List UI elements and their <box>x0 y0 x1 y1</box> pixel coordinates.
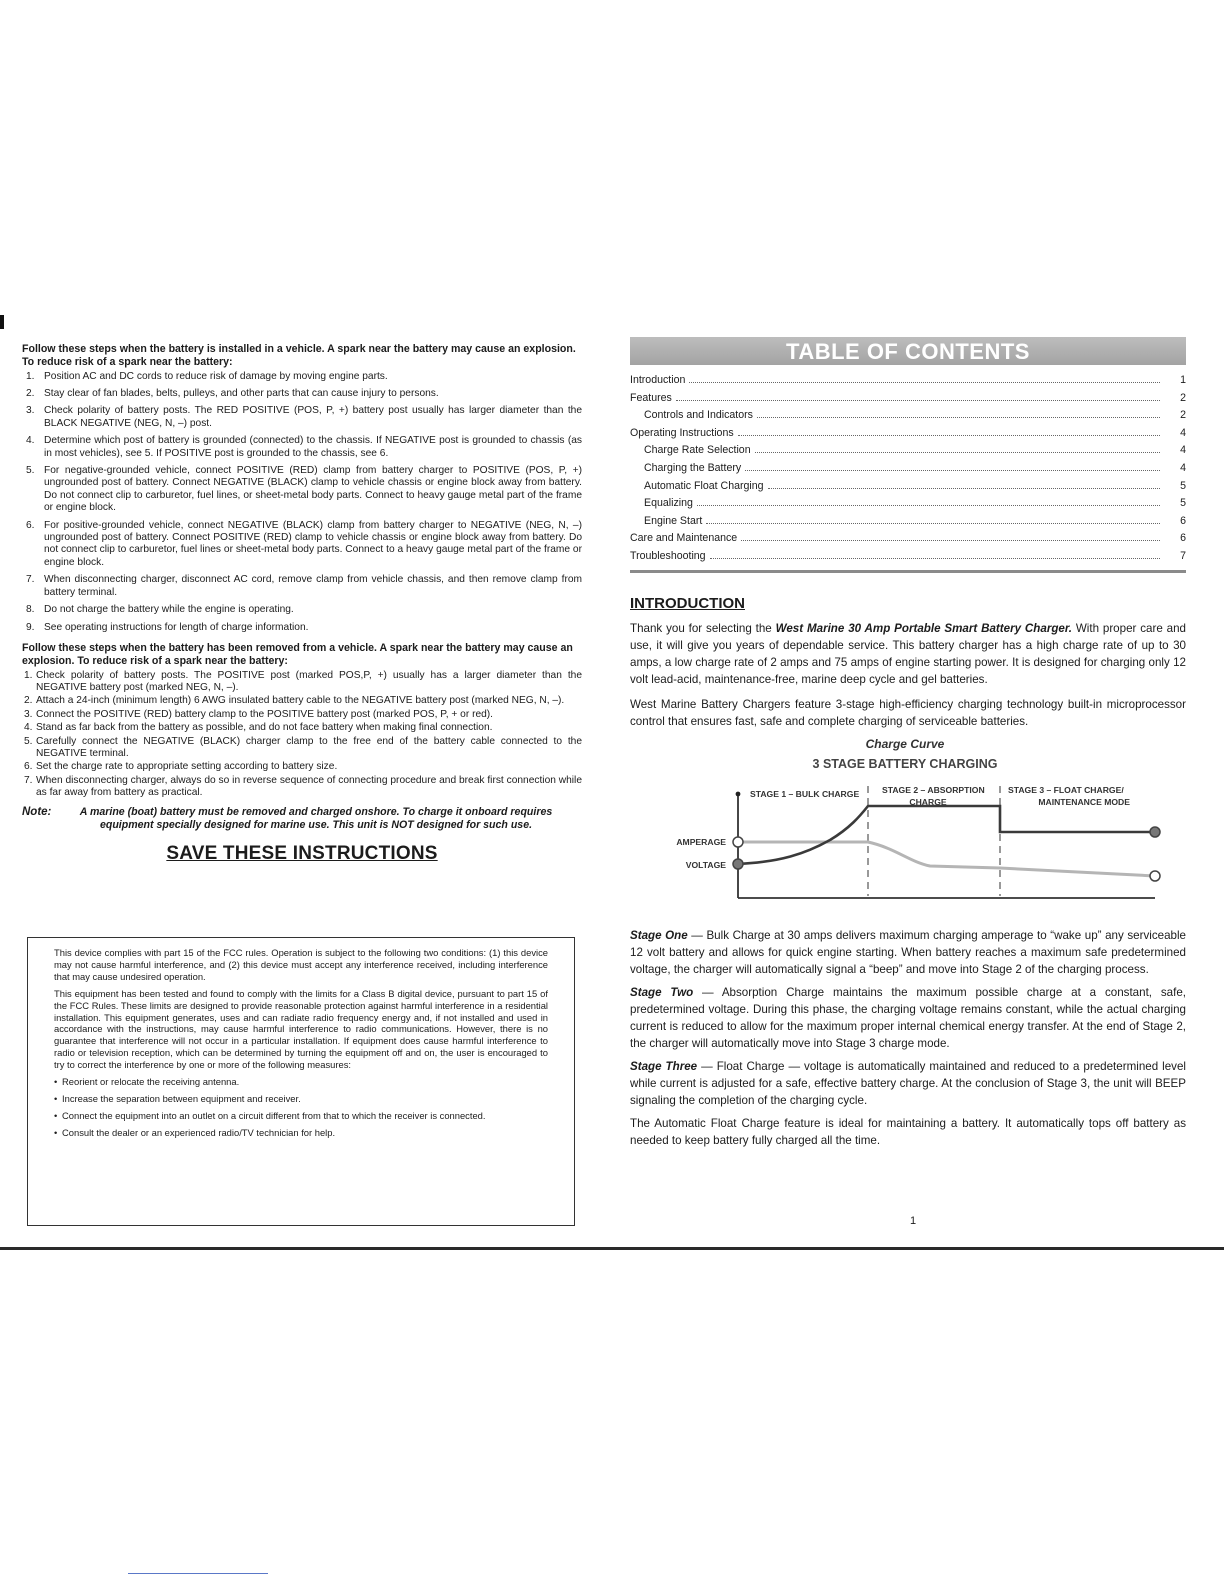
toc-leader-dots <box>745 470 1160 471</box>
auto-float-paragraph: The Automatic Float Charge feature is ideal for maintaining a battery. It automatically tops off battery as needed to keep battery fully charged all the time. <box>630 1116 1186 1147</box>
voltage-label: VOLTAGE <box>685 859 726 870</box>
toc-entry-label: Troubleshooting <box>630 549 706 562</box>
step-item <box>22 736 582 761</box>
step-item <box>22 670 582 695</box>
toc-entry[interactable] <box>630 392 1186 410</box>
step-text: When disconnecting charger, disconnect AC cord, remove clamp from vehicle chassis, and then remove clamp from battery terminal. <box>44 574 582 598</box>
amperage-end-point <box>1150 871 1160 881</box>
toc-leader-dots <box>741 540 1160 541</box>
toc-entry[interactable] <box>630 497 1186 515</box>
step-text: Carefully connect the NEGATIVE (BLACK) charger clamp to the free end of the battery cable connected to the NEGATIVE terminal. <box>36 735 582 759</box>
toc-leader-dots <box>757 417 1160 418</box>
intro-paragraph-2: West Marine Battery Chargers feature 3-stage high-efficiency charging technology built-in microprocessor control that ensures fast, safe and complete charging of serviceable batteries. <box>630 697 1186 728</box>
vehicle-steps-list <box>22 371 582 634</box>
step-item <box>22 520 582 570</box>
right-page <box>630 337 1186 1149</box>
toc-entry-page: 2 <box>1180 391 1186 404</box>
toc-entry-page: 4 <box>1180 461 1186 474</box>
step-item <box>22 761 582 773</box>
page-edge-mark <box>0 315 4 329</box>
left-page <box>22 343 582 864</box>
toc-entry[interactable] <box>630 462 1186 480</box>
chart-title: Charge Curve <box>865 736 945 751</box>
product-name: West Marine 30 Amp Portable Smart Battery Charger. <box>775 621 1072 635</box>
step-text: Connect the POSITIVE (RED) battery clamp to the POSITIVE battery post (marked POS, P, + or red). <box>36 708 494 720</box>
step-item <box>22 465 582 515</box>
stage2-label-line2: CHARGE <box>909 796 947 807</box>
toc-leader-dots <box>738 435 1160 436</box>
toc-entry-label: Operating Instructions <box>630 426 734 439</box>
step-number: 2. <box>26 388 35 399</box>
toc-leader-dots <box>706 523 1160 524</box>
toc-entry-page: 4 <box>1180 444 1186 457</box>
toc-entry-page: 7 <box>1180 549 1186 562</box>
step-item <box>22 604 582 616</box>
stage-one-label: Stage One <box>630 928 688 942</box>
step-text: See operating instructions for length of charge information. <box>44 621 309 633</box>
step-item <box>22 775 582 800</box>
toc-entry[interactable] <box>630 374 1186 392</box>
fcc-paragraph-2: This equipment has been tested and found to comply with the limits for a Class B digital device, pursuant to part 15 of the FCC Rules. These limits are designed to provide reasonable protection against harmful interference in a residential installation. This equipment generates, uses and can radiate radio frequency energy and, if not installed and used in accordance with the instructions, may cause harmful interference to radio communications. However, there is no guarantee that interference will not occur in a particular installation. If equipment does cause harmful interference to radio or television reception, which can be determined by turning the equipment off and on, the user is encouraged to try to correct the interference by one or more of the following measures: <box>54 987 548 1071</box>
step-number: 2. <box>24 695 33 707</box>
save-instructions-heading: SAVE THESE INSTRUCTIONS <box>166 842 438 864</box>
toc-leader-dots <box>768 488 1160 489</box>
intro-text-start: Thank you for selecting the <box>630 621 776 635</box>
intro-text-end: With proper care and use, it will give you years of dependable service. This battery charger has a high charge rate of up to 30 amps, a low charge rate of 2 amps and 75 amps of engine starting power. It is designed for charging only 12 volt lead-acid, maintenance-free, marine deep cycle and gel batteries. <box>630 621 1187 686</box>
step-item <box>22 371 582 383</box>
step-text: Stay clear of fan blades, belts, pulleys, and other parts that can cause injury to persons. <box>44 388 439 399</box>
toc-leader-dots <box>697 505 1160 506</box>
step-item <box>22 695 582 707</box>
toc-entry-label: Equalizing <box>644 497 693 510</box>
stage-one-text: — Bulk Charge at 30 amps delivers maximum charging amperage to “wake up” any serviceable 12 volt battery and allows for quick engine starting. When battery reaches a maximum safe predetermined voltage, the charger will automatically signal a “beep” and move into Stage 2 of the charging process. <box>630 928 1186 976</box>
toc-entry-page: 1 <box>1180 374 1186 386</box>
step-number: 6. <box>26 519 35 531</box>
toc-leader-dots <box>710 558 1160 559</box>
toc-entry-page: 6 <box>1180 532 1186 545</box>
toc-entry-page: 2 <box>1180 409 1186 422</box>
stage-two-paragraph <box>630 984 1186 1052</box>
vehicle-intro: Follow these steps when the battery is installed in a vehicle. A spark near the battery may cause an explosion. To reduce risk of a spark near the battery: <box>22 343 576 368</box>
toc-entry-page: 4 <box>1180 426 1186 439</box>
fcc-bullet: • Increase the separation between equipment and receiver. <box>54 1093 548 1105</box>
amperage-curve <box>738 842 1155 876</box>
toc-entry-label: Controls and Indicators <box>644 409 753 422</box>
toc-entry[interactable] <box>630 444 1186 462</box>
toc-leader-dots <box>676 400 1160 401</box>
step-text: Do not charge the battery while the engine is operating. <box>44 604 294 616</box>
step-text: Position AC and DC cords to reduce risk of damage by moving engine parts. <box>44 370 388 382</box>
toc-entry-label: Introduction <box>630 374 686 386</box>
step-number: 1. <box>26 370 35 382</box>
step-text: Check polarity of battery posts. The RED POSITIVE (POS, P, +) battery post usually has larger diameter than the BLACK NEGATIVE (NEG, N, –) post. <box>44 405 582 429</box>
toc-entry-label: Features <box>630 391 672 404</box>
page-number: 1 <box>910 1215 917 1227</box>
step-text: Set the charge rate to appropriate setting according to battery size. <box>36 761 338 773</box>
toc-divider <box>630 570 1186 573</box>
step-text: Attach a 24-inch (minimum length) 6 AWG insulated battery cable to the NEGATIVE battery post (marked NEG, N, –). <box>36 695 565 707</box>
stage2-label: STAGE 2 – ABSORPTION <box>882 784 985 795</box>
step-text: For negative-grounded vehicle, connect POSITIVE (RED) clamp from battery charger to POSITIVE (POS, P, +) ungrounded post of battery. Connect NEGATIVE (BLACK) clamp to vehicle chassis or engine block away from battery. Do not connect clip to carburetor, fuel lines, or sheet-metal body parts. Connect to heavy gauge metal part of the frame or engine block. <box>44 465 582 514</box>
step-item <box>22 388 582 400</box>
step-number: 3. <box>24 708 33 720</box>
amperage-start-point <box>733 837 743 847</box>
step-text: Check polarity of battery posts. The POSITIVE post (marked POS,P, +) usually has a larger diameter than the NEGATIVE battery post (marked NEG, N, –). <box>36 669 582 693</box>
step-item <box>22 622 582 634</box>
toc-entry-label: Charging the Battery <box>644 461 742 474</box>
step-text: Stand as far back from the battery as possible, and do not face battery when making final connection. <box>36 722 493 734</box>
toc-leader-dots <box>755 452 1160 453</box>
toc-title: TABLE OF CONTENTS <box>786 339 1030 364</box>
step-number: 7. <box>24 774 33 786</box>
note-label: Note: <box>22 805 52 818</box>
fcc-notice-box <box>27 937 575 1226</box>
toc-entry-page: 6 <box>1180 514 1186 527</box>
toc-entry-page: 5 <box>1180 497 1186 510</box>
step-text: For positive-grounded vehicle, connect NEGATIVE (BLACK) clamp from battery charger to NEGATIVE (NEG, N, –) ungrounded post of battery. Connect POSITIVE (RED) clamp to vehicle chassis or engine block away from battery. Do not connect clip to carburetor, fuel lines or sheet-metal body parts. Connect to a heavy gauge metal part of the frame or engine block. <box>44 519 582 568</box>
removed-steps-list <box>22 670 582 800</box>
step-item <box>22 574 582 599</box>
removed-intro: Follow these steps when the battery has been removed from a vehicle. A spark near the battery may cause an explosion. To reduce risk of a spark near the battery: <box>22 641 573 667</box>
step-text: When disconnecting charger, always do so in reverse sequence of connecting procedure and break first connection while as far away from battery as practical. <box>36 774 582 799</box>
toc-entry[interactable] <box>630 515 1186 533</box>
toc-entry[interactable] <box>630 480 1186 498</box>
charge-curve-figure <box>630 736 1186 921</box>
charge-curve-svg <box>630 736 1186 921</box>
amperage-label: AMPERAGE <box>676 836 726 847</box>
stage-three-label: Stage Three <box>630 1059 698 1073</box>
fcc-bullet: • Connect the equipment into an outlet on a circuit different from that to which the receiver is connected. <box>54 1110 548 1122</box>
voltage-curve <box>738 806 1155 864</box>
step-number: 8. <box>26 604 35 616</box>
table-of-contents <box>630 374 1186 568</box>
toc-entry[interactable] <box>630 427 1186 445</box>
step-number: 5. <box>26 465 35 477</box>
toc-entry[interactable] <box>630 409 1186 427</box>
toc-entry[interactable] <box>630 532 1186 550</box>
stage1-label: STAGE 1 – BULK CHARGE <box>750 788 860 799</box>
step-number: 4. <box>26 435 35 447</box>
step-number: 7. <box>26 574 35 586</box>
step-number: 3. <box>26 405 35 417</box>
page-bottom-edge <box>0 1247 1224 1250</box>
step-item <box>22 709 582 721</box>
stage-three-text: — Float Charge — voltage is automatically maintained and reduced to a predetermined level while current is adjusted for a safe, effective battery charge. At the conclusion of Stage 3, the unit will BEEP signaling the completion of the charging cycle. <box>630 1059 1186 1107</box>
marine-note <box>22 806 582 832</box>
step-number: 4. <box>24 722 33 734</box>
fcc-paragraph-1: This device complies with part 15 of the FCC rules. Operation is subject to the following two conditions: (1) this device may not cause harmful interference, and (2) this device must accept any interference received, including interference that may cause undesired operation. <box>54 947 548 982</box>
step-text: Determine which post of battery is grounded (connected) to the chassis. If NEGATIVE post is grounded to chassis (as in most vehicles), see 5. If POSITIVE post is grounded to the chassis, see 6. <box>44 435 582 459</box>
fcc-bullet: • Consult the dealer or an experienced radio/TV technician for help. <box>54 1127 548 1139</box>
toc-entry-label: Automatic Float Charging <box>644 479 764 492</box>
step-number: 5. <box>24 735 33 747</box>
step-item <box>22 405 582 430</box>
introduction-heading: INTRODUCTION <box>630 594 745 612</box>
stage-one-paragraph <box>630 927 1186 978</box>
voltage-start-point <box>733 859 743 869</box>
step-item <box>22 435 582 460</box>
voltage-end-point <box>1150 827 1160 837</box>
toc-entry-label: Charge Rate Selection <box>644 444 751 457</box>
toc-entry-label: Care and Maintenance <box>630 532 738 545</box>
stage-three-paragraph <box>630 1058 1186 1109</box>
stage3-label-line2: MAINTENANCE MODE <box>1038 796 1130 807</box>
fcc-bullet: • Reorient or relocate the receiving antenna. <box>54 1076 548 1088</box>
stage-two-label: Stage Two <box>630 985 694 999</box>
scan-underline <box>128 1573 268 1574</box>
chart-subtitle: 3 STAGE BATTERY CHARGING <box>812 756 998 771</box>
stage1-marker <box>736 791 741 796</box>
stage3-label: STAGE 3 – FLOAT CHARGE/ <box>1008 784 1124 795</box>
toc-entry[interactable] <box>630 550 1186 568</box>
toc-entry-page: 5 <box>1180 479 1186 492</box>
toc-leader-dots <box>689 382 1160 383</box>
step-number: 6. <box>24 761 33 773</box>
toc-banner <box>630 337 1186 365</box>
note-text: A marine (boat) battery must be removed and charged onshore. To charge it onboard requires equipment specially designed for marine use. This unit is NOT designed for such use. <box>79 805 553 831</box>
stage-two-text: — Absorption Charge maintains the maximum possible charge at a constant, safe, predetermined voltage. During this phase, the charging voltage remains constant, while the actual charging current is reduced to allow for the maximum proper internal chemical energy transfer. At the end of Stage 2, the charger will automatically move into Stage 3 charge mode. <box>630 985 1186 1050</box>
step-number: 1. <box>24 669 33 681</box>
step-item <box>22 722 582 734</box>
intro-paragraph-1 <box>630 620 1186 688</box>
toc-entry-label: Engine Start <box>644 514 703 527</box>
step-number: 9. <box>26 621 35 633</box>
